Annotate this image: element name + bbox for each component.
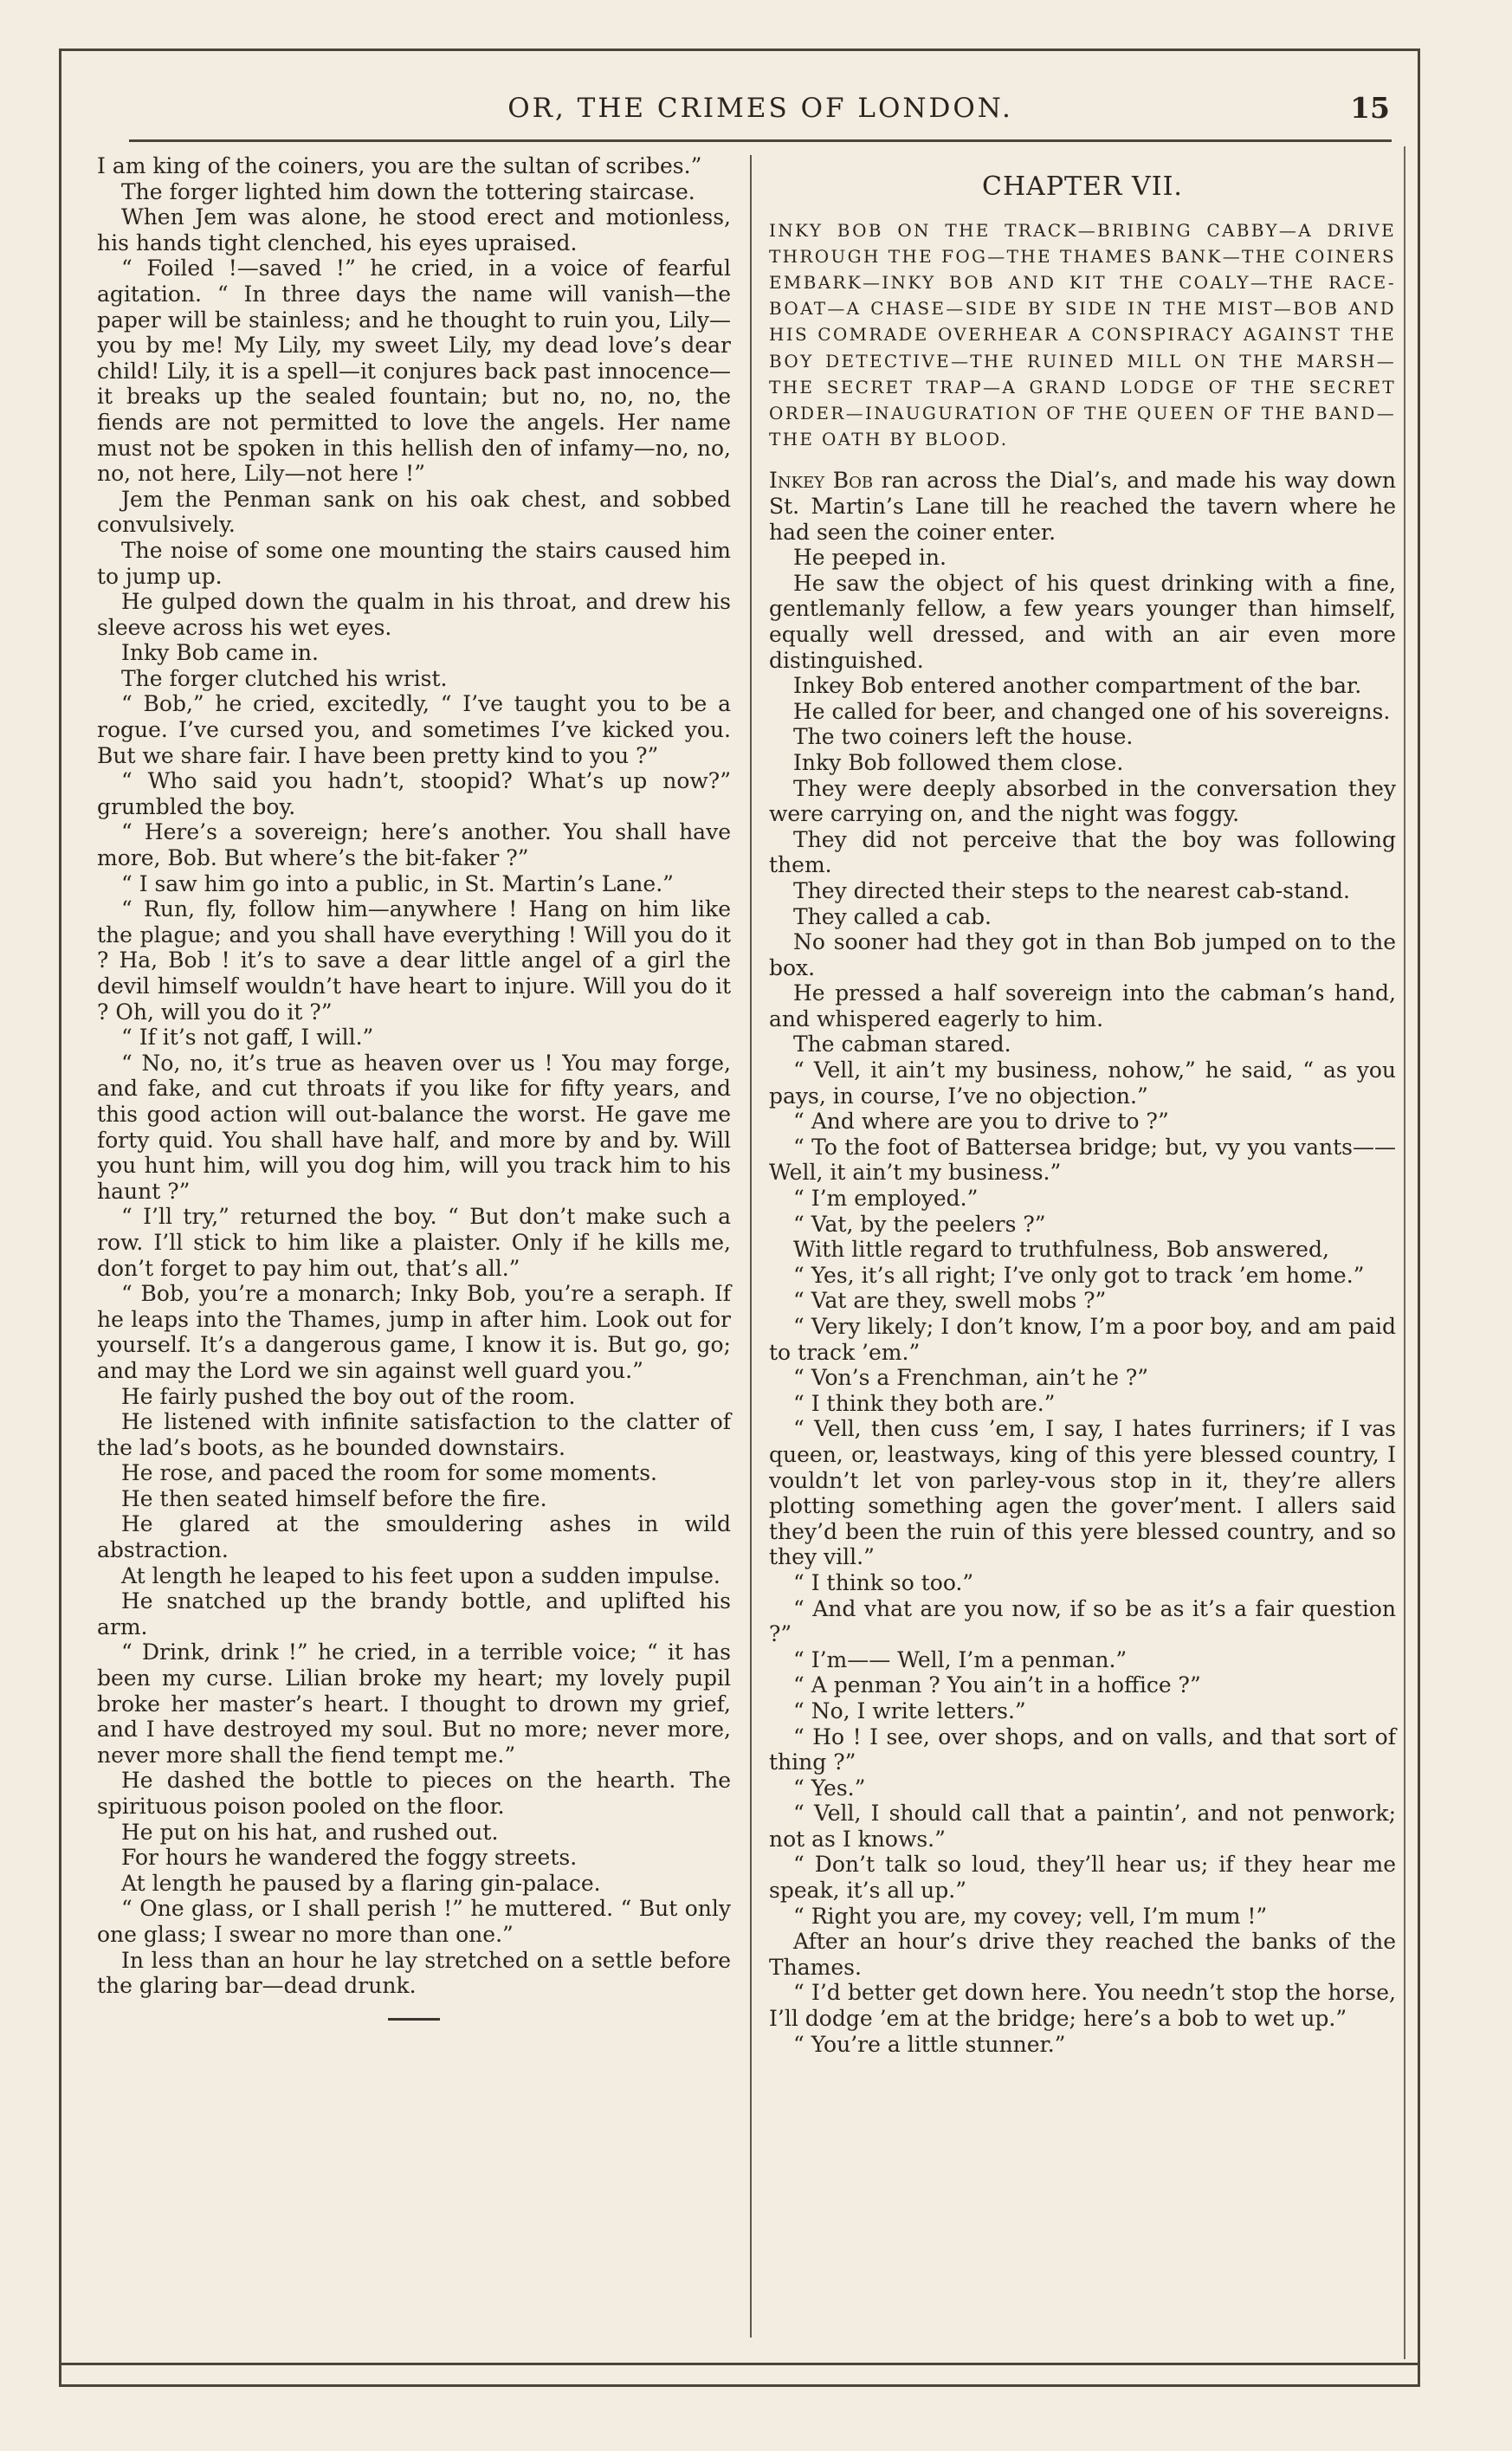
paragraph: “ Yes, it’s all right; I’ve only got to track ’em home.” xyxy=(793,1262,1365,1288)
paragraph: Inky Bob came in. xyxy=(121,640,319,666)
paragraph: “ Bob,” he cried, excitedly, “ I’ve taught you to be a rogue. I’ve cursed you, and sometimes I’ve kicked you. But we share fair. I have been pretty kind to you ?” xyxy=(97,691,731,768)
paragraph: “ Vat are they, swell mobs ?” xyxy=(793,1288,1107,1314)
paragraph: “ No, no, it’s true as heaven over us ! You may forge, and fake, and cut throats if you like for fifty years, and this good action will out-balance the worst. He gave me forty quid. You shall have half, and more by and by. Will you hunt him, will you dog him, will you track him to his haunt ?” xyxy=(97,1050,731,1204)
paragraph: “ One glass, or I shall perish !” he muttered. “ But only one glass; I swear no more than one.” xyxy=(97,1896,731,1947)
running-title: OR, THE CRIMES OF LONDON. xyxy=(507,93,1013,124)
paragraph: “ Von’s a Frenchman, ain’t he ?” xyxy=(793,1365,1149,1391)
paragraph: He put on his hat, and rushed out. xyxy=(121,1819,499,1845)
paragraph: The cabman stared. xyxy=(793,1031,1011,1057)
paragraph: He listened with infinite satisfaction to the clatter of the lad’s boots, as he bounded downstairs. xyxy=(97,1409,731,1460)
paragraph: He snatched up the brandy bottle, and uplifted his arm. xyxy=(97,1588,731,1639)
outer-right-rule xyxy=(1404,146,1405,2359)
paragraph: “ If it’s not gaff, I will.” xyxy=(121,1025,374,1051)
paragraph: When Jem was alone, he stood erect and motionless, his hands tight clenched, his eyes upraised. xyxy=(97,204,731,255)
paragraph: They were deeply absorbed in the conversation they were carrying on, and the night was foggy. xyxy=(769,775,1396,827)
paragraph: “ Vell, it ain’t my business, nohow,” he said, “ as you pays, in course, I’ve no objection.” xyxy=(769,1057,1396,1109)
paragraph: At length he paused by a flaring gin-palace. xyxy=(121,1870,601,1896)
paragraph: “ I’m employed.” xyxy=(793,1186,979,1212)
column-divider xyxy=(750,155,752,2338)
paragraph: He gulped down the qualm in his throat, and drew his sleeve across his wet eyes. xyxy=(97,589,731,640)
paragraph: They called a cab. xyxy=(793,903,992,929)
paragraph: The forger clutched his wrist. xyxy=(121,665,448,691)
paragraph: The two coiners left the house. xyxy=(793,724,1134,750)
page-number: 15 xyxy=(1350,91,1390,125)
paragraph: “ Vell, I should call that a paintin’, and not penwork; not as I knows.” xyxy=(769,1801,1396,1852)
paragraph: “ Yes.” xyxy=(793,1775,866,1801)
paragraph: “ A penman ? You ain’t in a hoffice ?” xyxy=(793,1672,1201,1698)
lead-words: Inkey Bob xyxy=(769,468,874,494)
paragraph: At length he leaped to his feet upon a sudden impulse. xyxy=(121,1562,720,1588)
paragraph: Inkey Bob entered another compartment of the bar. xyxy=(793,673,1362,699)
paragraph: “ I saw him go into a public, in St. Martin’s Lane.” xyxy=(121,870,674,896)
paragraph: “ Ho ! I see, over shops, and on valls, and that sort of thing ?” xyxy=(769,1723,1396,1775)
paragraph: “ Foiled !—saved !” he cried, in a voice of fearful agitation. “ In three days the name will vanish—the paper will be stainless; and he thought to ruin you, Lily—you by me! My Lily, my sweet Lily, my dead love’s dear child! Lily, it is a spell—it conjures back past innocence—it breaks up the sealed fountain; but no, no, no, the fiends are not permitted to love the angels. Her name must not be spoken in this hellish den of infamy—no, no, no, not here, Lily—not here !” xyxy=(97,255,731,487)
paragraph: He rose, and paced the room for some moments. xyxy=(121,1460,657,1486)
paragraph: “ I think so too.” xyxy=(793,1569,974,1595)
paragraph: He pressed a half sovereign into the cabman’s hand, and whispered eagerly to him. xyxy=(769,980,1396,1031)
paragraph: “ Who said you hadn’t, stoopid? What’s up now?” grumbled the boy. xyxy=(97,768,731,819)
paragraph: “ To the foot of Battersea bridge; but, vy you vants—— Well, it ain’t my business.” xyxy=(769,1134,1396,1186)
paragraph: “ Run, fly, follow him—anywhere ! Hang on him like the plague; and you shall have everything ! Will you do it ? Ha, Bob ! it’s to save a dear little angel of a girl the devil himself wouldn’t have heart to injure. Will you do it ? Oh, will you do it ?” xyxy=(97,896,731,1025)
footer-rule xyxy=(61,2363,1418,2365)
paragraph: In less than an hour he lay stretched on a settle before the glaring bar—dead drunk. xyxy=(97,1947,731,1999)
paragraph: He dashed the bottle to pieces on the hearth. The spirituous poison pooled on the floor. xyxy=(97,1768,731,1819)
left-column xyxy=(97,153,731,2021)
paragraph: He glared at the smouldering ashes in wild abstraction. xyxy=(97,1511,731,1563)
paragraph: “ I think they both are.” xyxy=(793,1390,1056,1416)
paragraph: “ Don’t talk so loud, they’ll hear us; if they hear me speak, it’s all up.” xyxy=(769,1852,1396,1904)
right-column xyxy=(769,153,1396,2057)
paragraph: They did not perceive that the boy was following them. xyxy=(769,826,1396,878)
paragraph: The noise of some one mounting the stairs caused him to jump up. xyxy=(97,537,731,589)
paragraph: “ Right you are, my covey; vell, I’m mum !” xyxy=(793,1903,1268,1929)
chapter-synopsis: INKY BOB ON THE TRACK—BRIBING CABBY—A DRIVE THROUGH THE FOG—THE THAMES BANK—THE COINERS EMBARK—INKY BOB AND KIT THE COALY—THE RACE-BOAT—A CHASE—SIDE BY SIDE IN THE MIST—BOB AND HIS COMRADE OVERHEAR A CONSPIRACY AGAINST THE BOY DETECTIVE—THE RUINED MILL ON THE MARSH—THE SECRET TRAP—A GRAND LODGE OF THE SECRET ORDER—INAUGURATION OF THE QUEEN OF THE BAND—THE OATH BY BLOOD. xyxy=(769,219,1396,450)
paragraph: With little regard to truthfulness, Bob answered, xyxy=(793,1237,1329,1263)
paragraph: He called for beer, and changed one of his sovereigns. xyxy=(793,698,1391,724)
paragraph: He then seated himself before the fire. xyxy=(121,1485,547,1511)
paragraph: Inky Bob followed them close. xyxy=(793,749,1124,775)
book-page xyxy=(59,49,1420,2387)
section-separator xyxy=(388,2018,440,2021)
paragraph: Jem the Penman sank on his oak chest, and sobbed convulsively. xyxy=(97,486,731,538)
paragraph: “ Drink, drink !” he cried, in a terrible voice; “ it has been my curse. Lilian broke my heart; my lovely pupil broke her master’s heart. I thought to drown my grief, and I have destroyed my soul. But no more; never more, never more shall the fiend tempt me.” xyxy=(97,1639,731,1768)
paragraph: “ Vat, by the peelers ?” xyxy=(793,1211,1046,1237)
paragraph: “ No, I write letters.” xyxy=(793,1698,1026,1723)
paragraph: For hours he wandered the foggy streets. xyxy=(121,1845,578,1871)
paragraph: “ I’d better get down here. You needn’t stop the horse, I’ll dodge ’em at the bridge; here’s a bob to wet up.” xyxy=(769,1980,1396,2032)
paragraph: He saw the object of his quest drinking with a fine, gentlemanly fellow, a few years younger than himself, equally well dressed, and with an air even more distinguished. xyxy=(769,570,1396,673)
paragraph: No sooner had they got in than Bob jumped on to the box. xyxy=(769,929,1396,980)
paragraph: After an hour’s drive they reached the banks of the Thames. xyxy=(769,1929,1396,1980)
paragraph: He fairly pushed the boy out of the room. xyxy=(121,1383,576,1409)
page-header xyxy=(129,86,1392,142)
paragraph: They directed their steps to the nearest cab-stand. xyxy=(793,877,1350,903)
chapter-title: CHAPTER VII. xyxy=(982,171,1183,202)
paragraph: “ Vell, then cuss ’em, I say, I hates furriners; if I vas queen, or, leastways, king of this yere blessed country, I vouldn’t let von parley-vous stop in it, they’re allers plotting something agen the gover’ment. I allers said they’d been the ruin of this yere blessed country, and so they vill.” xyxy=(769,1416,1396,1570)
paragraph: The forger lighted him down the tottering staircase. xyxy=(121,178,695,204)
paragraph: “ I’ll try,” returned the boy. “ But don’t make such a row. I’ll stick to him like a plaister. Only if he kills me, don’t forget to pay him out, that’s all.” xyxy=(97,1204,731,1281)
paragraph: “ I’m—— Well, I’m a penman.” xyxy=(793,1646,1128,1672)
paragraph: “ You’re a little stunner.” xyxy=(793,2031,1066,2057)
paragraph: “ And vhat are you now, if so be as it’s a fair question ?” xyxy=(769,1595,1396,1647)
paragraph: “ Very likely; I don’t know, I’m a poor boy, and am paid to track ’em.” xyxy=(769,1314,1396,1365)
paragraph: “ Here’s a sovereign; here’s another. You shall have more, Bob. But where’s the bit-faker ?” xyxy=(97,819,731,871)
paragraph: He peeped in. xyxy=(793,545,947,571)
paragraph: “ And where are you to drive to ?” xyxy=(793,1109,1169,1135)
paragraph: I am king of the coiners, you are the sultan of scribes.” xyxy=(97,153,702,178)
paragraph: “ Bob, you’re a monarch; Inky Bob, you’re a seraph. If he leaps into the Thames, jump in after him. Look out for yourself. It’s a dangerous game, I know it is. But go, go; and may the Lord we sin against well guard you.” xyxy=(97,1281,731,1383)
lead-rest: ran across the Dial’s, and made his way down St. Martin’s Lane till he reached the tavern where he had seen the coiner enter. xyxy=(769,468,1396,545)
opening-paragraph xyxy=(769,468,1396,545)
